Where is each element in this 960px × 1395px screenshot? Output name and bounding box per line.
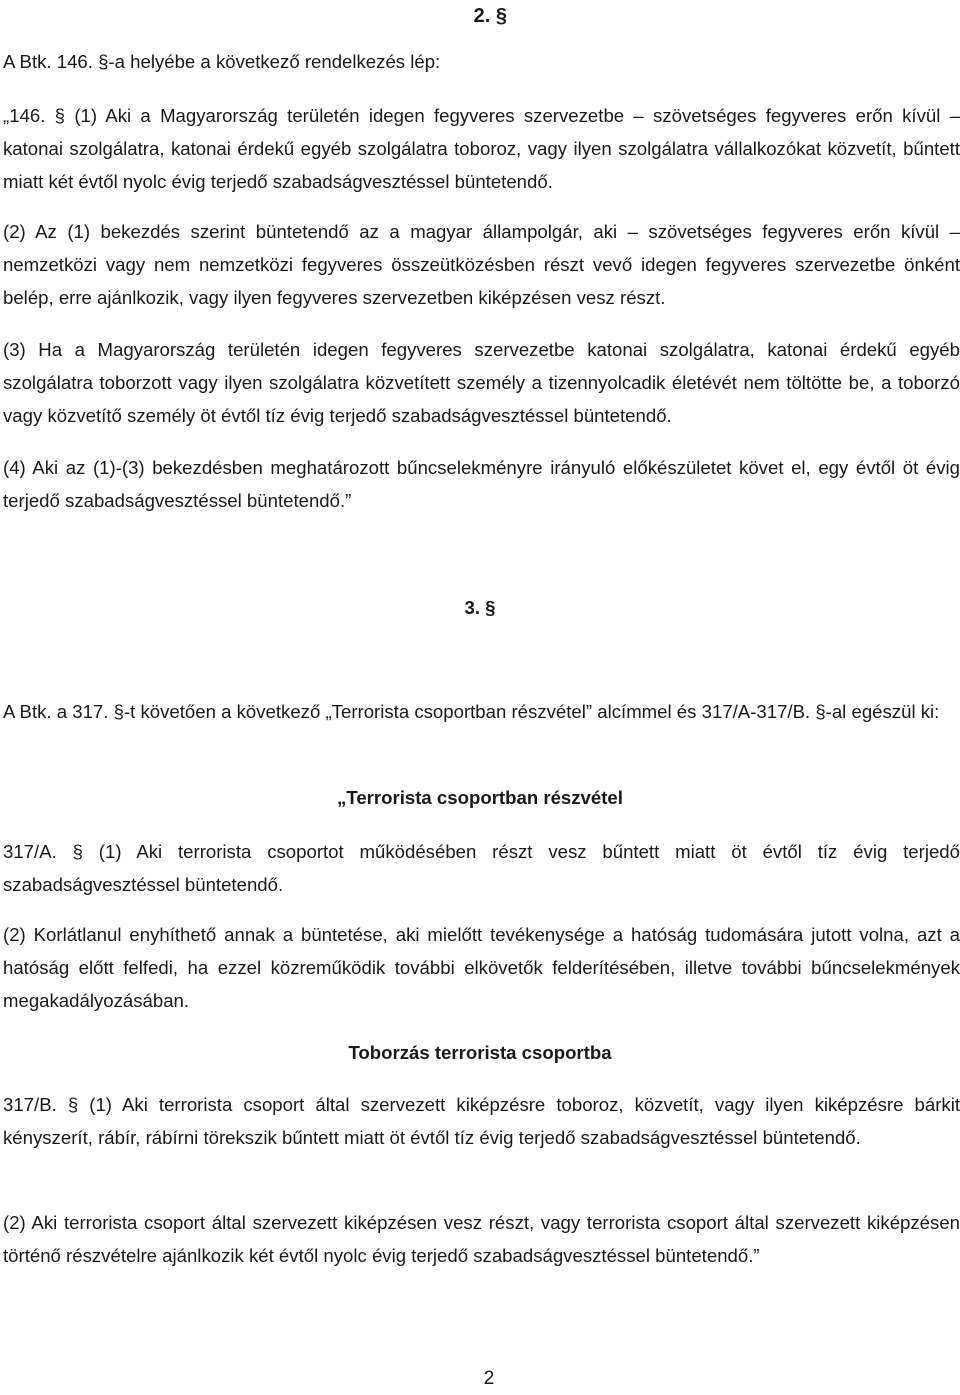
section-2-intro: A Btk. 146. §-a helyébe a következő rendelkezés lép: [3, 51, 441, 72]
page-number: 2 [483, 1368, 495, 1389]
paragraph-317b-1: 317/B. § (1) Aki terrorista csoport által szervezett kiképzésre toboroz, közvetít, vagy ilyen kiképzésre bárkit kényszerít, rábír, rábírni törekszik bűntett miatt öt évtől tíz évig terjedő szabadságvesztéssel büntetendő. [3, 1094, 960, 1148]
subtitle-terrorist-group: „Terrorista csoportban részvétel [337, 787, 623, 808]
paragraph-317a-1: 317/A. § (1) Aki terrorista csoportot működésében részt vesz bűntett miatt öt évtől tíz évig terjedő szabadságvesztéssel büntetendő. [3, 841, 960, 895]
paragraph-146-4: (4) Aki az (1)-(3) bekezdésben meghatározott bűncselekményre irányuló előkészületet követ el, egy évtől öt évig terjedő szabadságvesztéssel büntetendő.” [3, 457, 960, 511]
subtitle-recruitment: Toborzás terrorista csoportba [348, 1042, 612, 1063]
paragraph-317a-2: (2) Korlátlanul enyhíthető annak a büntetése, aki mielőtt tevékenysége a hatóság tudomására jutott volna, azt a hatóság előtt felfedi, ha ezzel közreműködik további elkövetők felderítésében, illetve további bűncselekmények megakadályozásában. [3, 924, 960, 1011]
paragraph-146-3: (3) Ha a Magyarország területén idegen fegyveres szervezetbe katonai szolgálatra, katonai érdekű egyéb szolgálatra toborzott vagy ilyen szolgálatra közvetített személy a tizennyolcadik életévét nem töltötte be, a toborzó vagy közvetítő személy öt évtől tíz évig terjedő szabadságvesztéssel büntetendő. [3, 339, 960, 426]
paragraph-317b-2: (2) Aki terrorista csoport által szervezett kiképzésen vesz részt, vagy terrorista csoport által szervezett kiképzésen történő részvételre ajánlkozik két évtől nyolc évig terjedő szabadságvesztéssel büntetendő.” [3, 1212, 960, 1266]
paragraph-146-1: „146. § (1) Aki a Magyarország területén idegen fegyveres szervezetbe – szövetséges fegyveres erőn kívül – katonai szolgálatra, katonai érdekű egyéb szolgálatra toboroz, vagy ilyen szolgálatra vállalkozókat közvetít, bűntett miatt két évtől nyolc évig terjedő szabadságvesztéssel büntetendő. [3, 105, 960, 192]
section-3-heading: 3. § [464, 597, 496, 618]
section-3-intro: A Btk. a 317. §-t követően a következő „Terrorista csoportban részvétel” alcímmel és 317/A-317/B. §-al egészül ki: [3, 701, 940, 722]
section-2-heading: 2. § [473, 5, 507, 27]
paragraph-146-2: (2) Az (1) bekezdés szerint büntetendő az a magyar állampolgár, aki – szövetséges fegyveres erőn kívül – nemzetközi vagy nem nemzetközi fegyveres összeütközésben részt vevő idegen fegyveres szervezetbe önként belép, erre ajánlkozik, vagy ilyen fegyveres szervezetben kiképzésen vesz részt. [3, 221, 960, 308]
